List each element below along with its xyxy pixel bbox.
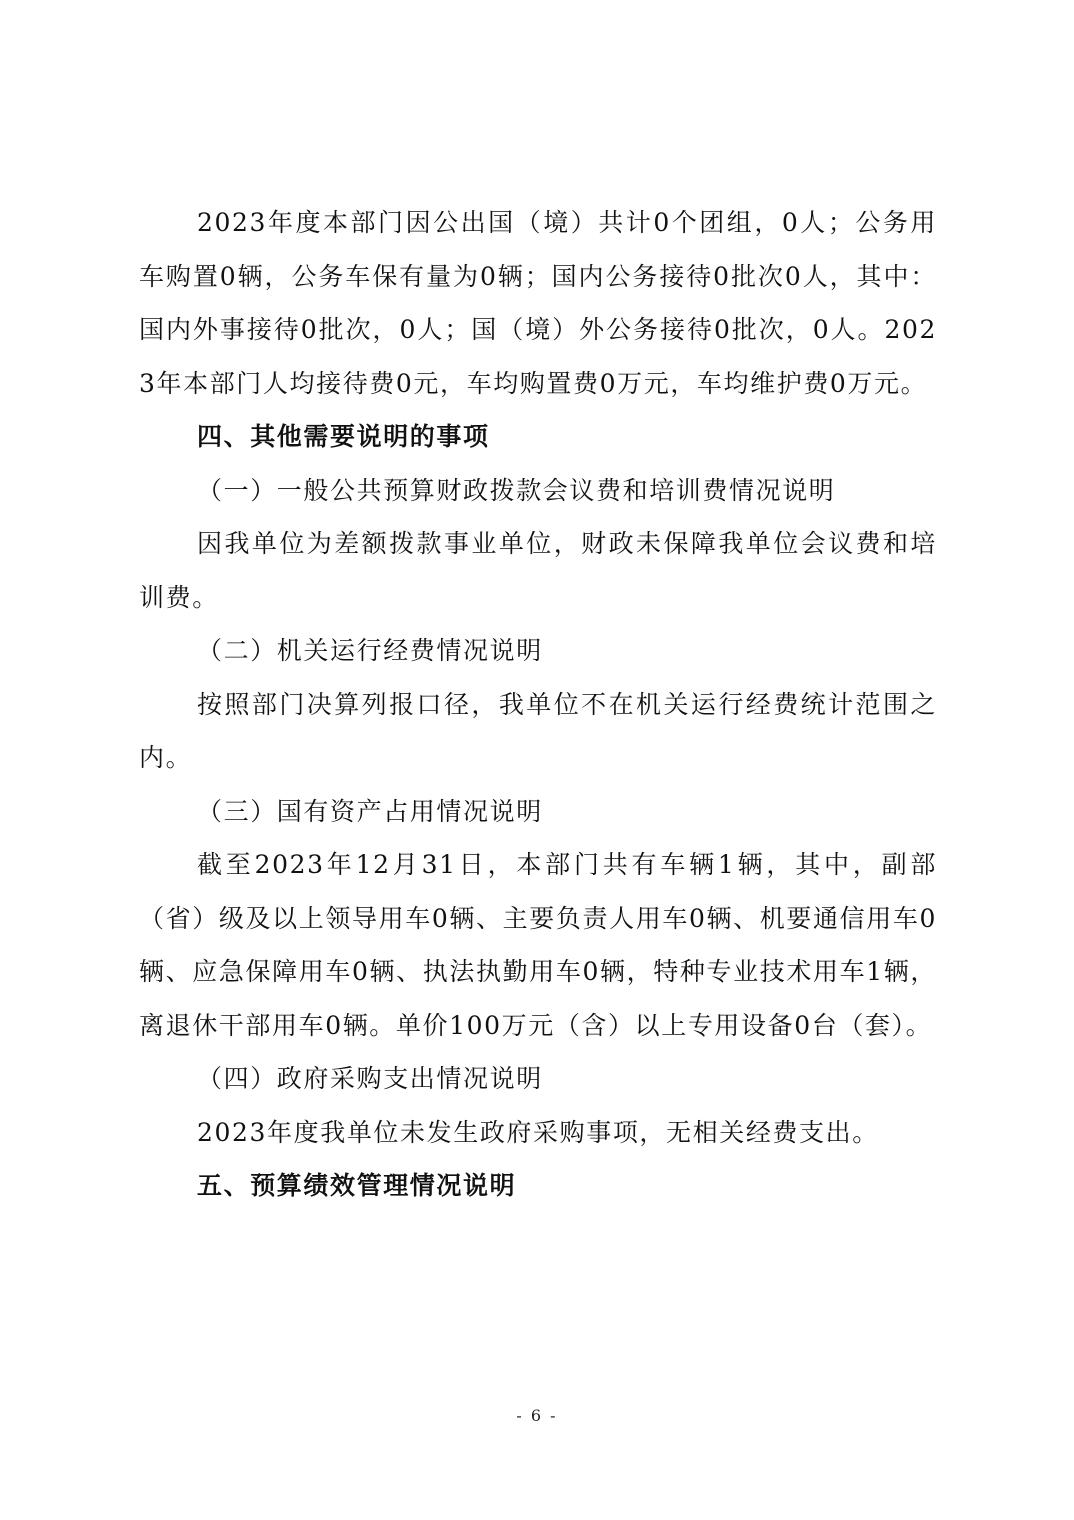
subheading-state-assets: （三）国有资产占用情况说明 [197,796,543,826]
subheading-government-procurement: （四）政府采购支出情况说明 [197,1064,543,1093]
section-heading-other-matters: 四、其他需要说明的事项 [197,422,490,451]
paragraph-overseas-reception: 2023年度本部门因公出国（境）共计0个团组，0人；公务用车购置0辆，公务车保有量为0辆；国内公务接待0批次0人，其中：国内外事接待0批次，0人；国（境）外公务接待0批次，0人。2023年本部门人均接待费0元，车均购置费0万元，车均维护费0万元。 [139,208,937,398]
paragraph-government-procurement: 2023年度我单位未发生政府采购事项，无相关经费支出。 [197,1117,879,1147]
subheading-operating-expenses: （二）机关运行经费情况说明 [197,636,543,665]
subheading-meeting-training-fees: （一）一般公共预算财政拨款会议费和培训费情况说明 [197,475,836,505]
paragraph-operating-expenses: 按照部门决算列报口径，我单位不在机关运行经费统计范围之内。 [139,689,937,772]
section-heading-performance-management: 五、预算绩效管理情况说明 [197,1171,517,1200]
paragraph-meeting-training-fees: 因我单位为差额拨款事业单位，财政未保障我单位会议费和培训费。 [139,529,937,612]
page-number: - 6 - [516,1406,558,1425]
paragraph-state-assets: 截至2023年12月31日，本部门共有车辆1辆，其中，副部（省）级及以上领导用车0辆、主要负责人用车0辆、机要通信用车0辆、应急保障用车0辆、执法执勤用车0辆，特种专业技术用车1辆，离退休干部用车0辆。单价100万元（含）以上专用设备0台（套）。 [139,850,937,1040]
document-body [139,196,937,1213]
